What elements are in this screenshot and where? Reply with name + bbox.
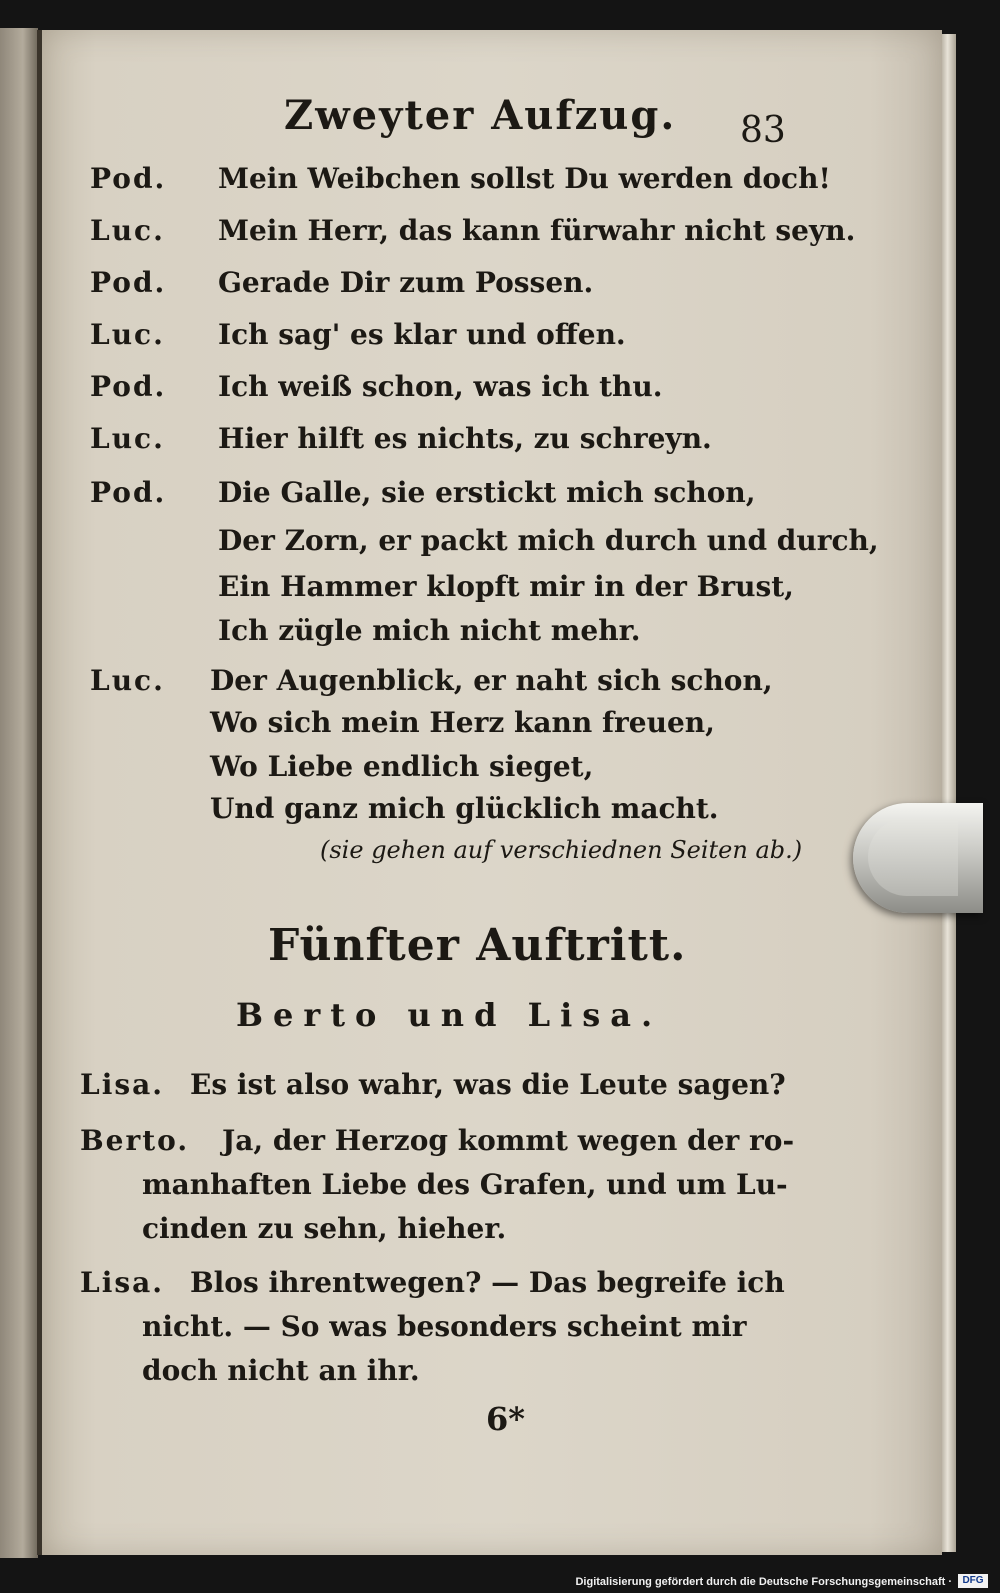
speaker-label: Luc.: [90, 422, 165, 455]
verse-line: Mein Herr, das kann fürwahr nicht seyn.: [218, 214, 856, 247]
prose-line: doch nicht an ihr.: [142, 1354, 420, 1387]
prose-line: nicht. — So was besonders scheint mir: [142, 1310, 747, 1343]
footer-credit: Digitalisierung gefördert durch die Deutsche Forschungsgemeinschaft ·: [575, 1576, 952, 1588]
scene-cast: Berto und Lisa.: [236, 996, 663, 1034]
verse-line: Die Galle, sie erstickt mich schon,: [218, 476, 756, 509]
page-clip-highlight: [868, 818, 958, 896]
prose-line: Ja, der Herzog kommt wegen der ro-: [222, 1124, 795, 1157]
speaker-label: Lisa.: [80, 1266, 164, 1299]
left-page-edge: [0, 28, 38, 1558]
speaker-label: Pod.: [90, 476, 167, 509]
verse-line: Und ganz mich glücklich macht.: [210, 792, 719, 825]
verse-line: Ich zügle mich nicht mehr.: [218, 614, 641, 647]
prose-line: Blos ihrentwegen? — Das begreife ich: [190, 1266, 785, 1299]
speaker-label: Pod.: [90, 266, 167, 299]
page-number: 83: [740, 110, 786, 151]
scene-title: Fünfter Auftritt.: [268, 920, 687, 971]
running-title: Zweyter Aufzug.: [284, 92, 677, 139]
verse-line: Wo Liebe endlich sieget,: [210, 750, 594, 783]
speaker-label: Luc.: [90, 664, 165, 697]
verse-line: Ich sag' es klar und offen.: [218, 318, 626, 351]
speaker-label: Luc.: [90, 318, 165, 351]
page-fore-edge: [942, 34, 956, 1552]
verse-line: Mein Weibchen sollst Du werden doch!: [218, 162, 831, 195]
prose-line: manhaften Liebe des Grafen, und um Lu-: [142, 1168, 788, 1201]
speaker-label: Lisa.: [80, 1068, 164, 1101]
verse-line: Ein Hammer klopft mir in der Brust,: [218, 570, 794, 603]
verse-line: Gerade Dir zum Possen.: [218, 266, 594, 299]
verse-line: Der Augenblick, er naht sich schon,: [210, 664, 773, 697]
stage-direction: (sie gehen auf verschiednen Seiten ab.): [320, 836, 803, 864]
speaker-label: Pod.: [90, 162, 167, 195]
prose-line: Es ist also wahr, was die Leute sagen?: [190, 1068, 786, 1101]
speaker-label: Pod.: [90, 370, 167, 403]
signature-mark: 6*: [486, 1400, 525, 1438]
dfg-logo: DFG: [958, 1574, 988, 1588]
verse-line: Wo sich mein Herz kann freuen,: [210, 706, 715, 739]
verse-line: Hier hilft es nichts, zu schreyn.: [218, 422, 712, 455]
verse-line: Ich weiß schon, was ich thu.: [218, 370, 663, 403]
prose-line: cinden zu sehn, hieher.: [142, 1212, 507, 1245]
speaker-label: Berto.: [80, 1124, 190, 1157]
speaker-label: Luc.: [90, 214, 165, 247]
verse-line: Der Zorn, er packt mich durch und durch,: [218, 524, 879, 557]
